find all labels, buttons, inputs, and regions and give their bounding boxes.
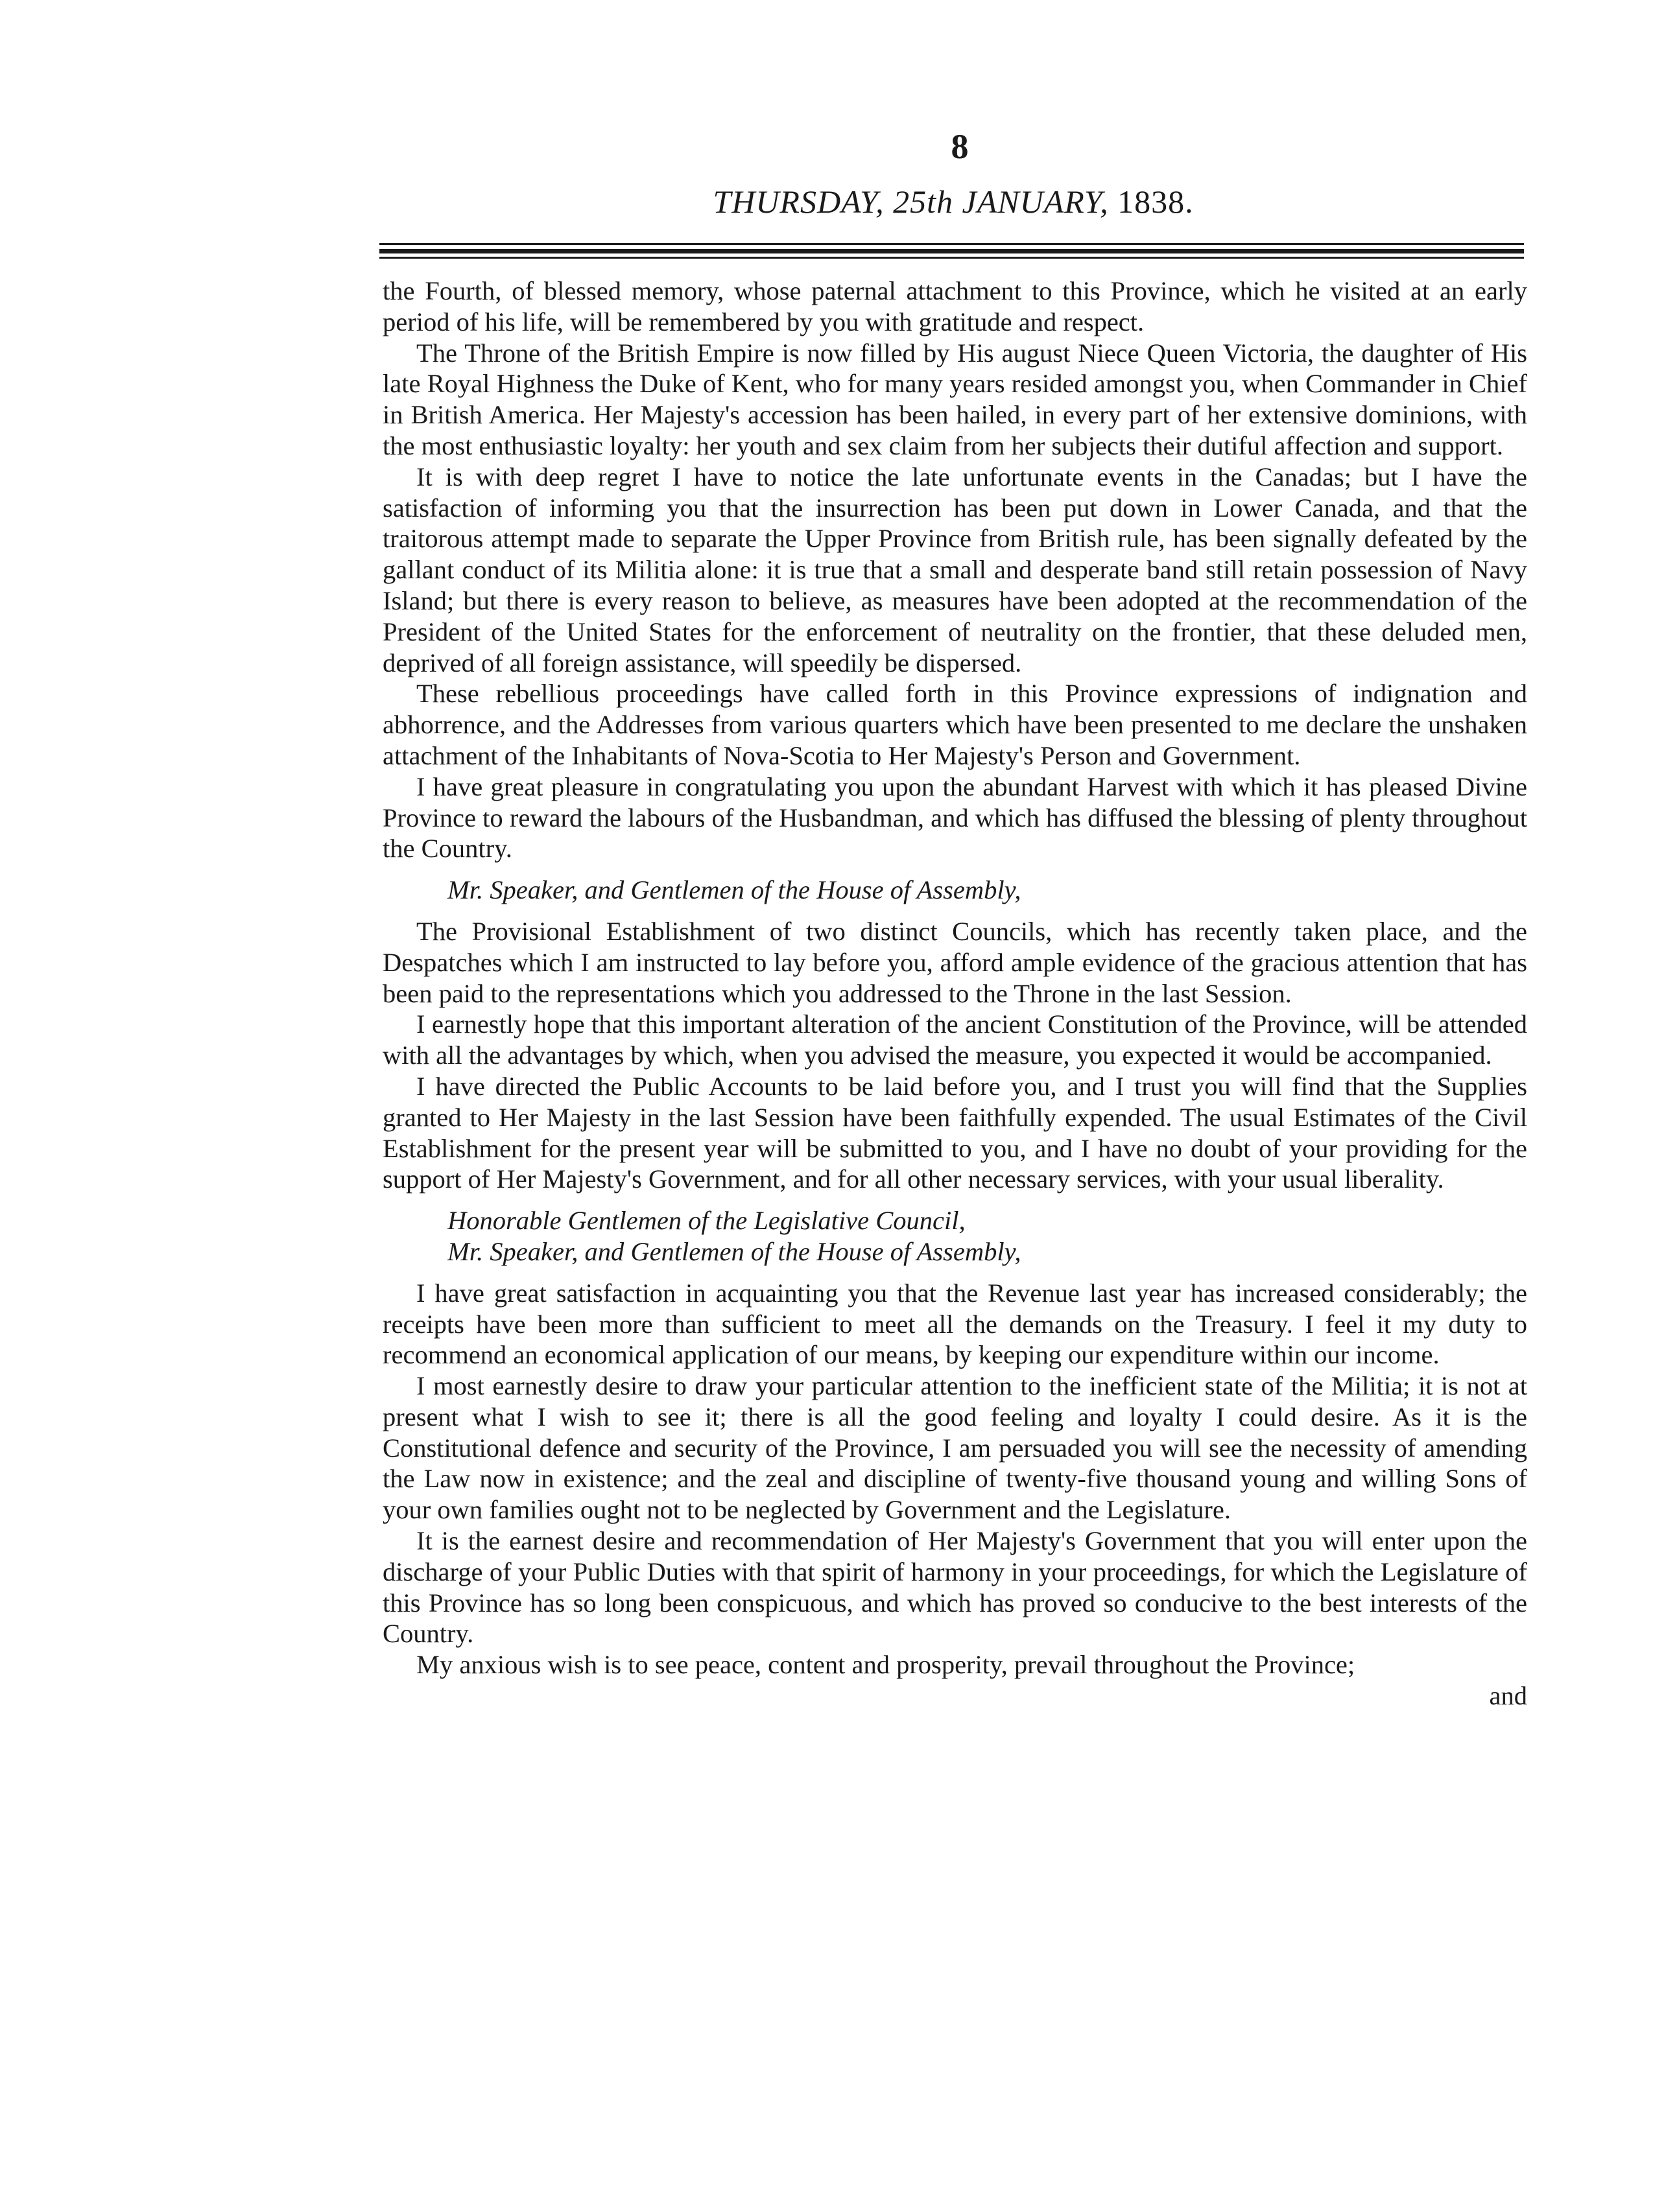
paragraph: It is the earnest desire and recommendation of Her Majesty's Government that you will enter upon the discharge of your Public Duties with that spirit of harmony in your proceedings, for which the Legislature of this Province has so long been conspicuous, and which has proved so conducive to the best interests of the Country. xyxy=(383,1526,1527,1649)
header-rule-top xyxy=(379,243,1524,245)
paragraph: I have great pleasure in congratulating you upon the abundant Harvest with which it has pleased Divine Province to reward the labours of the Husbandman, and which has diffused the blessing of plenty throughout the Country. xyxy=(383,771,1527,864)
catchword: and xyxy=(1489,1681,1527,1711)
paragraph: I earnestly hope that this important alteration of the ancient Constitution of the Province, will be attended with all the advantages by which, when you advised the measure, you expected it would be accompanied. xyxy=(383,1009,1527,1070)
paragraph: It is with deep regret I have to notice the late unfortunate events in the Canadas; but I have the satisfaction of informing you that the insurrection has been put down in Lower Canada, and that the traitorous attempt made to separate the Upper Province from British rule, has been signally defeated by the gallant conduct of its Militia alone: it is true that a small and desperate band still retain possession of Navy Island; but there is every reason to believe, as measures have been adopted at the recommendation of the President of the United States for the enforcement of neutrality on the frontier, that these deluded men, deprived of all foreign assistance, will speedily be dispersed. xyxy=(383,462,1527,677)
salutation-line: Mr. Speaker, and Gentlemen of the House of Assembly, xyxy=(447,875,1021,905)
date-month: JANUARY, xyxy=(962,183,1109,220)
date-weekday: THURSDAY, xyxy=(713,183,885,220)
paragraph: My anxious wish is to see peace, content and prosperity, prevail throughout the Province; xyxy=(416,1650,1355,1680)
salutation-line: Honorable Gentlemen of the Legislative Council, xyxy=(447,1206,966,1236)
header-rule-bottom xyxy=(379,257,1524,259)
paragraph: These rebellious proceedings have called forth in this Province expressions of indignation and abhorrence, and the Addresses from various quarters which have been presented to me declare the unshaken attachment of the Inhabitants of Nova-Scotia to Her Majesty's Person and Government. xyxy=(383,679,1527,770)
date-year: 1838. xyxy=(1117,183,1194,220)
paragraph: The Throne of the British Empire is now filled by His august Niece Queen Victoria, the daughter of His late Royal Highness the Duke of Kent, who for many years resided amongst you, when Commander in Chief in British America. Her Majesty's accession has been hailed, in every part of her extensive dominions, with the most enthusiastic loyalty: her youth and sex claim from her subjects their dutiful affection and support. xyxy=(383,338,1527,460)
paragraph: the Fourth, of blessed memory, whose paternal attachment to this Province, which he visited at an early period of his life, will be remembered by you with gratitude and respect. xyxy=(383,276,1527,336)
paragraph: I most earnestly desire to draw your particular attention to the inefficient state of the Militia; it is not at present what I wish to see it; there is all the good feeling and loyalty I could desire. As it is the Constitutional defence and security of the Province, I am persuaded you will see the necessity of amending the Law now in existence; and the zeal and discipline of twenty-five thousand young and willing Sons of your own families ought not to be neglected by Government and the Legislature. xyxy=(383,1371,1527,1525)
date-day: 25th xyxy=(893,183,953,220)
header-rule-thick xyxy=(379,249,1524,253)
paragraph: The Provisional Establishment of two distinct Councils, which has recently taken place, and the Despatches which I am instructed to lay before you, afford ample evidence of the gracious attention that has been paid to the representations which you addressed to the Throne in the last Session. xyxy=(383,916,1527,1008)
salutation-council-and-assembly xyxy=(383,1205,1527,1267)
page-header-date xyxy=(383,183,1524,220)
page-number: 8 xyxy=(951,127,969,166)
speech-body xyxy=(383,276,1527,1712)
paragraph: I have directed the Public Accounts to be laid before you, and I trust you will find that the Supplies granted to Her Majesty in the last Session have been faithfully expended. The usual Estimates of the Civil Establishment for the present year will be submitted to you, and I have no doubt of your providing for the support of Her Majesty's Government, and for all other necessary services, with your usual liberality. xyxy=(383,1071,1527,1194)
salutation-line: Mr. Speaker, and Gentlemen of the House of Assembly, xyxy=(447,1236,1021,1266)
paragraph: I have great satisfaction in acquainting you that the Revenue last year has increased considerably; the receipts have been more than sufficient to meet all the demands on the Treasury. I feel it my duty to recommend an economical application of our means, by keeping our expenditure within our income. xyxy=(383,1278,1527,1370)
salutation-assembly xyxy=(383,875,1527,906)
